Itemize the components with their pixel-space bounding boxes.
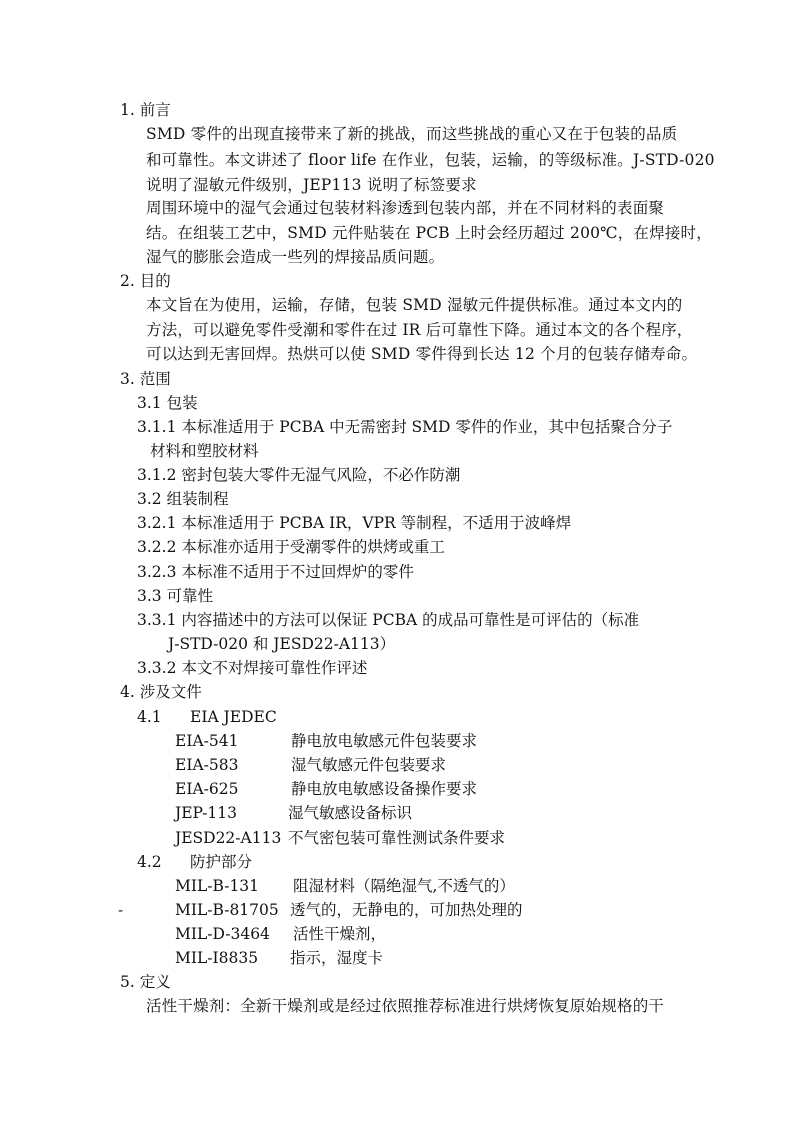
section-5-heading: 5. 定义 [120, 973, 171, 991]
paragraph-line: 湿气的膨胀会造成一些列的焊接品质问题。 [146, 248, 445, 266]
subsection-4-2-title: 防护部分 [190, 853, 253, 871]
reference-description: 阻湿材料（隔绝湿气,不透气的） [293, 877, 515, 895]
paragraph-line: 可以达到无害回焊。热烘可以使 SMD 零件得到长达 12 个月的包装存储寿命。 [146, 345, 698, 363]
clause-3-3-1-cont: J-STD-020 和 JESD22-A113） [168, 635, 396, 653]
reference-code: EIA-541 [175, 732, 239, 750]
paragraph-line: 周围环境中的湿气会通过包装材料渗透到包装内部，并在不同材料的表面聚 [146, 199, 665, 217]
subsection-4-1-number: 4.1 [137, 708, 162, 726]
reference-code: EIA-583 [175, 756, 239, 774]
reference-code: MIL-I8835 [175, 949, 259, 967]
reference-code: EIA-625 [175, 780, 239, 798]
subsection-4-1-title: EIA JEDEC [190, 708, 277, 726]
paragraph-line: 方法，可以避免零件受潮和零件在过 IR 后可靠性下降。通过本文的各个程序， [146, 321, 693, 339]
clause-3-1-1-cont: 材料和塑胶材料 [150, 442, 259, 460]
clause-3-3-1: 3.3.1 内容描述中的方法可以保证 PCBA 的成品可靠性是可评估的（标准 [137, 611, 640, 629]
paragraph-line: 本文旨在为使用，运输，存储，包装 SMD 湿敏元件提供标准。通过本文内的 [146, 296, 683, 314]
clause-3-2-3: 3.2.3 本标准不适用于不过回焊炉的零件 [137, 563, 414, 581]
reference-code: JEP-113 [175, 804, 237, 822]
reference-description: 静电放电敏感元件包装要求 [291, 732, 478, 750]
paragraph-line: 说明了湿敏元件级别，JEP113 说明了标签要求 [146, 176, 477, 194]
reference-description: 湿气敏感元件包装要求 [291, 756, 447, 774]
reference-description: 活性干燥剂， [293, 925, 387, 943]
reference-code: MIL-B-131 [175, 877, 260, 895]
clause-3-2-2: 3.2.2 本标准亦适用于受潮零件的烘烤或重工 [137, 538, 445, 556]
section-2-heading: 2. 目的 [120, 272, 171, 290]
reference-description: 透气的，无静电的，可加热处理的 [290, 901, 523, 919]
section-1-heading: 1. 前言 [120, 101, 171, 119]
reference-description: 指示，湿度卡 [290, 949, 384, 967]
clause-3-1-2: 3.1.2 密封包装大零件无湿气风险，不必作防潮 [137, 466, 461, 484]
subsection-3-1: 3.1 包装 [137, 394, 198, 412]
subsection-3-3: 3.3 可靠性 [137, 587, 214, 605]
reference-description: 湿气敏感设备标识 [288, 804, 413, 822]
paragraph-line: SMD 零件的出现直接带来了新的挑战，而这些挑战的重心又在于包装的品质 [146, 125, 678, 143]
section-3-heading: 3. 范围 [120, 370, 171, 388]
reference-code: MIL-D-3464 [175, 925, 270, 943]
stray-dash-mark: - [118, 901, 124, 919]
clause-3-3-2: 3.3.2 本文不对焊接可靠性作评述 [137, 659, 368, 677]
reference-description: 静电放电敏感设备操作要求 [291, 780, 478, 798]
clause-3-2-1: 3.2.1 本标准适用于 PCBA IR，VPR 等制程，不适用于波峰焊 [137, 514, 572, 532]
paragraph-line: 结。在组装工艺中，SMD 元件贴装在 PCB 上时会经历超过 200℃，在焊接时， [146, 224, 712, 242]
reference-description: 不气密包装可靠性测试条件要求 [288, 829, 506, 847]
paragraph-line: 活性干燥剂：全新干燥剂或是经过依照推荐标准进行烘烤恢复原始规格的干 [146, 997, 665, 1015]
clause-3-1-1: 3.1.1 本标准适用于 PCBA 中无需密封 SMD 零件的作业，其中包括聚合分子 [137, 418, 673, 436]
reference-code: MIL-B-81705 [175, 901, 279, 919]
subsection-3-2: 3.2 组装制程 [137, 490, 229, 508]
subsection-4-2-number: 4.2 [137, 853, 162, 871]
paragraph-line: 和可靠性。本文讲述了 floor life 在作业，包装，运输，的等级标准。J-STD-020 [146, 151, 715, 169]
section-4-heading: 4. 涉及文件 [120, 683, 202, 701]
reference-code: JESD22-A113 [175, 829, 282, 847]
